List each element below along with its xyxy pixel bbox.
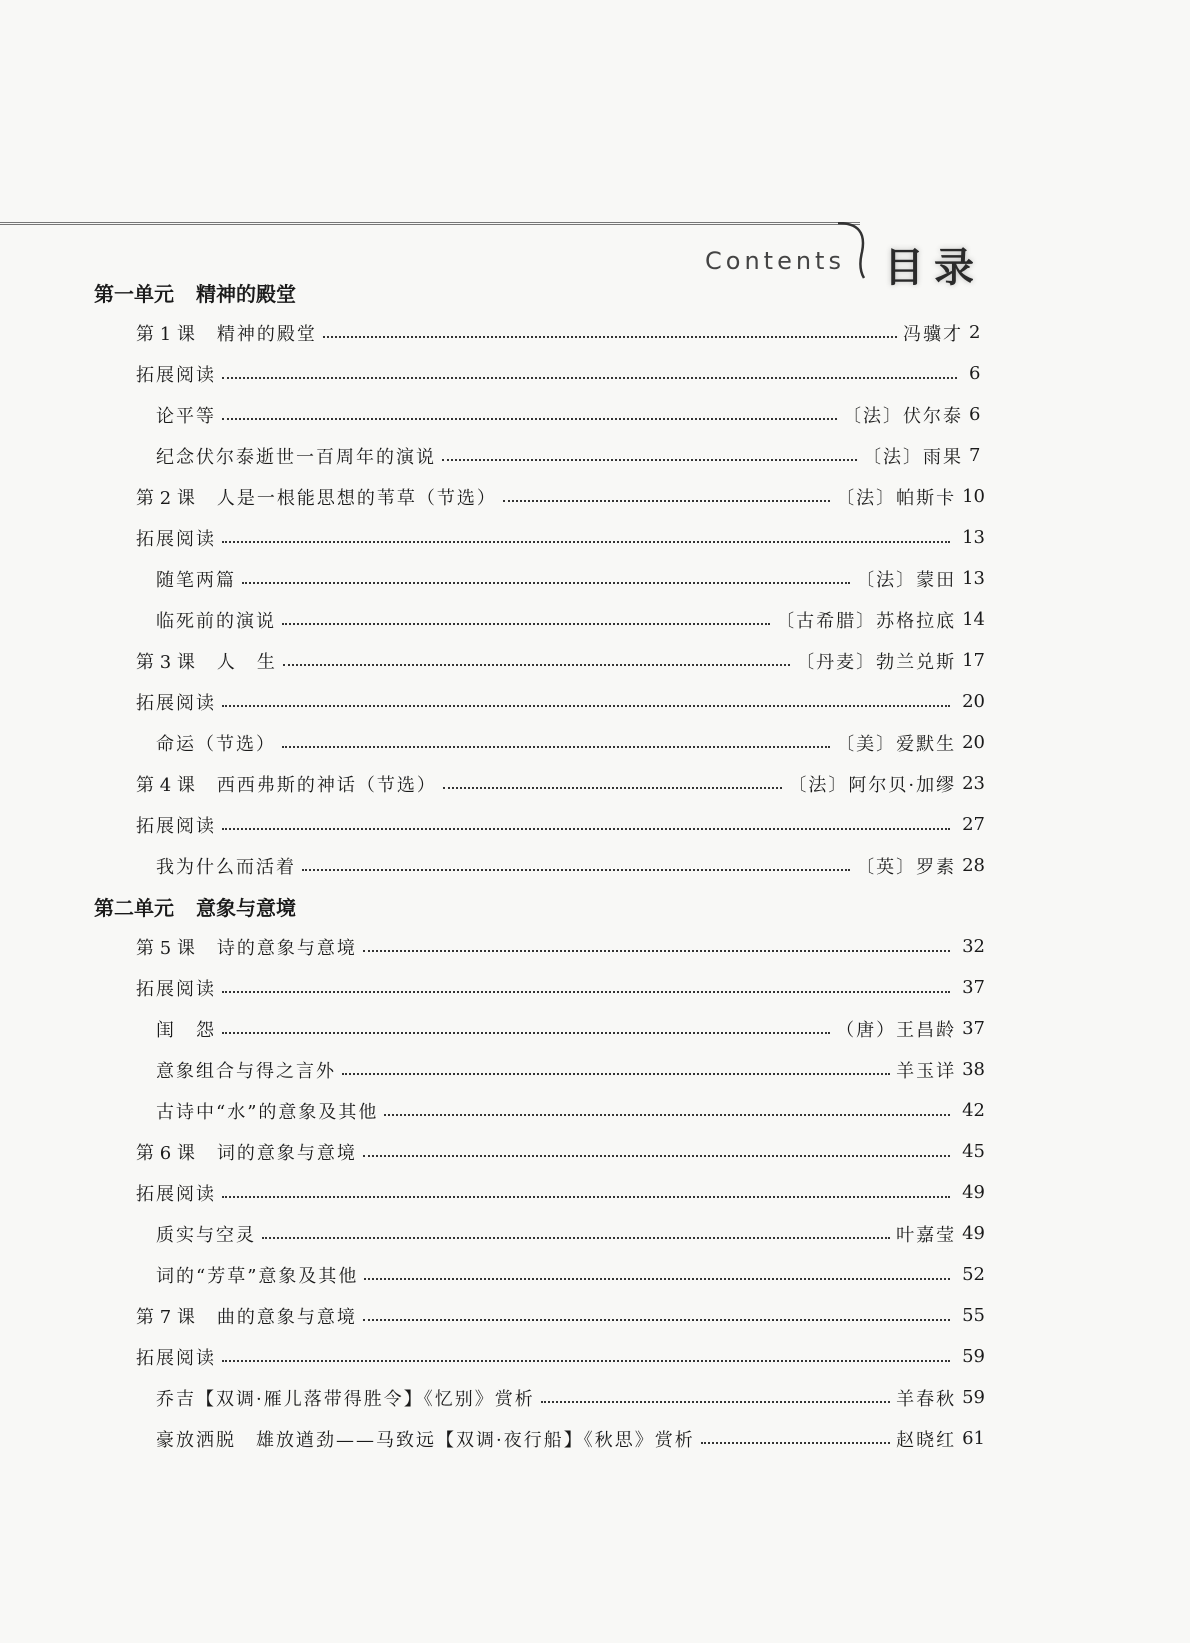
page-number: 45 xyxy=(962,1141,985,1162)
unit-heading xyxy=(0,886,1190,926)
toc-entry[interactable] xyxy=(136,476,985,517)
dot-leader xyxy=(363,950,950,952)
entry-title: 精神的殿堂 xyxy=(216,323,317,345)
dot-leader xyxy=(222,991,950,993)
dot-leader xyxy=(323,336,897,338)
unit-number: 第一单元 xyxy=(94,281,174,306)
entry-author: 羊玉详 xyxy=(896,1060,957,1082)
toc-row xyxy=(0,1418,1190,1459)
entry-title: 意象组合与得之言外 xyxy=(156,1060,336,1082)
toc-row xyxy=(0,1090,1190,1131)
toc-row xyxy=(0,1254,1190,1295)
page-number: 28 xyxy=(962,855,985,876)
entry-title: 我为什么而活着 xyxy=(156,856,296,878)
toc-entry[interactable] xyxy=(136,1336,985,1377)
dot-leader xyxy=(541,1401,890,1403)
entry-author: 叶嘉莹 xyxy=(896,1224,957,1246)
toc-entry[interactable] xyxy=(136,804,985,845)
entry-title: 命运（节选） xyxy=(156,733,276,755)
page-number: 10 xyxy=(962,486,985,507)
unit-name: 意象与意境 xyxy=(196,895,296,920)
entry-author: 赵晓红 xyxy=(896,1429,957,1451)
toc-row xyxy=(0,394,1190,435)
page-number: 49 xyxy=(962,1182,985,1203)
page-number: 13 xyxy=(962,568,985,589)
dot-leader xyxy=(242,582,850,584)
dot-leader xyxy=(701,1442,890,1444)
dot-leader xyxy=(442,459,857,461)
page-number: 13 xyxy=(962,527,985,548)
entry-title: 闺 怨 xyxy=(156,1019,216,1041)
page-number: 61 xyxy=(962,1428,985,1449)
toc-row xyxy=(0,1008,1190,1049)
page-number: 6 xyxy=(969,404,981,425)
toc-entry[interactable] xyxy=(156,1008,985,1049)
entry-title: 诗的意象与意境 xyxy=(216,937,357,959)
entry-author: 〔丹麦〕勃兰兑斯 xyxy=(796,651,957,673)
toc-entry[interactable] xyxy=(136,517,985,558)
lesson-number: 第 3 课 xyxy=(136,651,195,673)
toc-entry[interactable] xyxy=(136,967,985,1008)
toc-entry[interactable] xyxy=(156,435,985,476)
toc-entry[interactable] xyxy=(156,1049,985,1090)
page-number: 37 xyxy=(962,977,985,998)
toc-row xyxy=(0,1172,1190,1213)
unit-name: 精神的殿堂 xyxy=(196,281,296,306)
toc-row xyxy=(0,1049,1190,1090)
dot-leader xyxy=(222,828,950,830)
page-number: 38 xyxy=(962,1059,985,1080)
entry-author: 冯骥才 xyxy=(903,323,963,345)
entry-title: 纪念伏尔泰逝世一百周年的演说 xyxy=(156,446,436,468)
dot-leader xyxy=(222,705,950,707)
page-number: 27 xyxy=(962,814,985,835)
page-number: 14 xyxy=(962,609,985,630)
toc-row xyxy=(0,804,1190,845)
dot-leader xyxy=(363,1155,950,1157)
toc-row xyxy=(0,599,1190,640)
toc-entry[interactable] xyxy=(136,1131,985,1172)
dot-leader xyxy=(262,1237,890,1239)
dot-leader xyxy=(342,1073,890,1075)
dot-leader xyxy=(364,1278,950,1280)
page-number: 32 xyxy=(962,936,985,957)
toc-row xyxy=(0,435,1190,476)
dot-leader xyxy=(222,1360,950,1362)
entry-title: 拓展阅读 xyxy=(136,815,216,837)
toc-row xyxy=(0,1377,1190,1418)
page-number: 17 xyxy=(962,650,985,671)
entry-author: 〔英〕罗素 xyxy=(856,856,957,878)
page-title: 目录 xyxy=(884,245,984,291)
lesson-number: 第 6 课 xyxy=(136,1142,195,1164)
entry-title: 拓展阅读 xyxy=(136,528,216,550)
page-number: 59 xyxy=(962,1346,985,1367)
page-number: 20 xyxy=(962,691,985,712)
entry-author: 〔法〕伏尔泰 xyxy=(843,405,963,427)
dot-leader xyxy=(443,787,782,789)
entry-author: 〔法〕阿尔贝·加缪 xyxy=(788,774,957,796)
entry-author: 羊春秋 xyxy=(896,1388,957,1410)
toc-row xyxy=(0,517,1190,558)
dot-leader xyxy=(282,623,770,625)
dot-leader xyxy=(283,664,790,666)
unit-number: 第二单元 xyxy=(94,895,174,920)
toc-entry[interactable] xyxy=(136,763,985,804)
entry-author: 〔法〕雨果 xyxy=(863,446,963,468)
entry-author: 〔美〕爱默生 xyxy=(836,733,957,755)
toc-entry[interactable] xyxy=(156,1090,985,1131)
entry-title: 质实与空灵 xyxy=(156,1224,256,1246)
toc-entry[interactable] xyxy=(136,926,985,967)
toc-row xyxy=(0,1131,1190,1172)
entry-title: 西西弗斯的神话（节选） xyxy=(216,774,437,796)
page-number: 7 xyxy=(969,445,981,466)
dot-leader xyxy=(363,1319,950,1321)
entry-title: 拓展阅读 xyxy=(136,1347,216,1369)
entry-title: 词的“芳草”意象及其他 xyxy=(156,1265,359,1287)
toc-entry[interactable] xyxy=(156,1418,985,1459)
entry-title: 拓展阅读 xyxy=(136,364,216,386)
page-number: 37 xyxy=(962,1018,985,1039)
lesson-number: 第 4 课 xyxy=(136,774,195,796)
header-rule xyxy=(0,222,860,225)
toc-entry[interactable] xyxy=(136,1172,985,1213)
entry-title: 临死前的演说 xyxy=(156,610,276,632)
toc-row xyxy=(0,1336,1190,1377)
entry-title: 曲的意象与意境 xyxy=(216,1306,357,1328)
entry-title: 古诗中“水”的意象及其他 xyxy=(156,1101,379,1123)
toc-entry[interactable] xyxy=(156,722,985,763)
toc-entry[interactable] xyxy=(156,599,985,640)
lesson-number: 第 2 课 xyxy=(136,487,195,509)
page-number: 20 xyxy=(962,732,985,753)
toc-entry[interactable] xyxy=(136,353,985,394)
page-number: 6 xyxy=(969,363,981,384)
page-number: 52 xyxy=(962,1264,985,1285)
toc-entry[interactable] xyxy=(136,640,985,681)
entry-title: 拓展阅读 xyxy=(136,692,216,714)
dot-leader xyxy=(222,1196,950,1198)
dot-leader xyxy=(222,377,957,379)
entry-title: 豪放洒脱 雄放遒劲——马致远【双调·夜行船】《秋思》赏析 xyxy=(156,1429,695,1451)
toc-entry[interactable] xyxy=(136,1295,985,1336)
toc-row xyxy=(0,312,1190,353)
entry-author: 〔古希腊〕苏格拉底 xyxy=(776,610,957,632)
table-of-contents xyxy=(0,272,1190,1459)
entry-title: 拓展阅读 xyxy=(136,1183,216,1205)
entry-title: 乔吉【双调·雁儿落带得胜令】《忆别》赏析 xyxy=(156,1388,535,1410)
dot-leader xyxy=(222,1032,830,1034)
contents-label: Contents xyxy=(705,247,845,275)
lesson-number: 第 1 课 xyxy=(136,323,195,345)
entry-title: 人是一根能思想的苇草（节选） xyxy=(216,487,497,509)
toc-entry[interactable] xyxy=(156,1377,985,1418)
dot-leader xyxy=(503,500,830,502)
lesson-number: 第 7 课 xyxy=(136,1306,195,1328)
toc-row xyxy=(0,1213,1190,1254)
dot-leader xyxy=(222,541,950,543)
toc-row xyxy=(0,722,1190,763)
toc-row xyxy=(0,640,1190,681)
entry-title: 拓展阅读 xyxy=(136,978,216,1000)
toc-entry[interactable] xyxy=(156,394,985,435)
entry-title: 论平等 xyxy=(156,405,216,427)
lesson-number: 第 5 课 xyxy=(136,937,195,959)
dot-leader xyxy=(282,746,830,748)
toc-entry[interactable] xyxy=(156,1254,985,1295)
toc-row xyxy=(0,681,1190,722)
toc-entry[interactable] xyxy=(136,312,985,353)
entry-title: 随笔两篇 xyxy=(156,569,236,591)
toc-row xyxy=(0,558,1190,599)
toc-row xyxy=(0,1295,1190,1336)
page-number: 42 xyxy=(962,1100,985,1121)
toc-row xyxy=(0,967,1190,1008)
entry-title: 词的意象与意境 xyxy=(216,1142,357,1164)
toc-row xyxy=(0,926,1190,967)
toc-row xyxy=(0,476,1190,517)
toc-row xyxy=(0,353,1190,394)
entry-author: 〔法〕帕斯卡 xyxy=(836,487,957,509)
toc-row xyxy=(0,845,1190,886)
toc-entry[interactable] xyxy=(136,681,985,722)
entry-author: 〔法〕蒙田 xyxy=(856,569,957,591)
page-number: 23 xyxy=(962,773,985,794)
dot-leader xyxy=(302,869,850,871)
toc-row xyxy=(0,763,1190,804)
toc-entry[interactable] xyxy=(156,845,985,886)
entry-title: 人 生 xyxy=(216,651,277,673)
dot-leader xyxy=(384,1114,950,1116)
toc-entry[interactable] xyxy=(156,1213,985,1254)
unit-heading xyxy=(0,272,1190,312)
dot-leader xyxy=(222,418,837,420)
page-number: 2 xyxy=(969,322,981,343)
page-number: 59 xyxy=(962,1387,985,1408)
page-number: 55 xyxy=(962,1305,985,1326)
entry-author: （唐）王昌龄 xyxy=(836,1019,957,1041)
toc-entry[interactable] xyxy=(156,558,985,599)
page-number: 49 xyxy=(962,1223,985,1244)
